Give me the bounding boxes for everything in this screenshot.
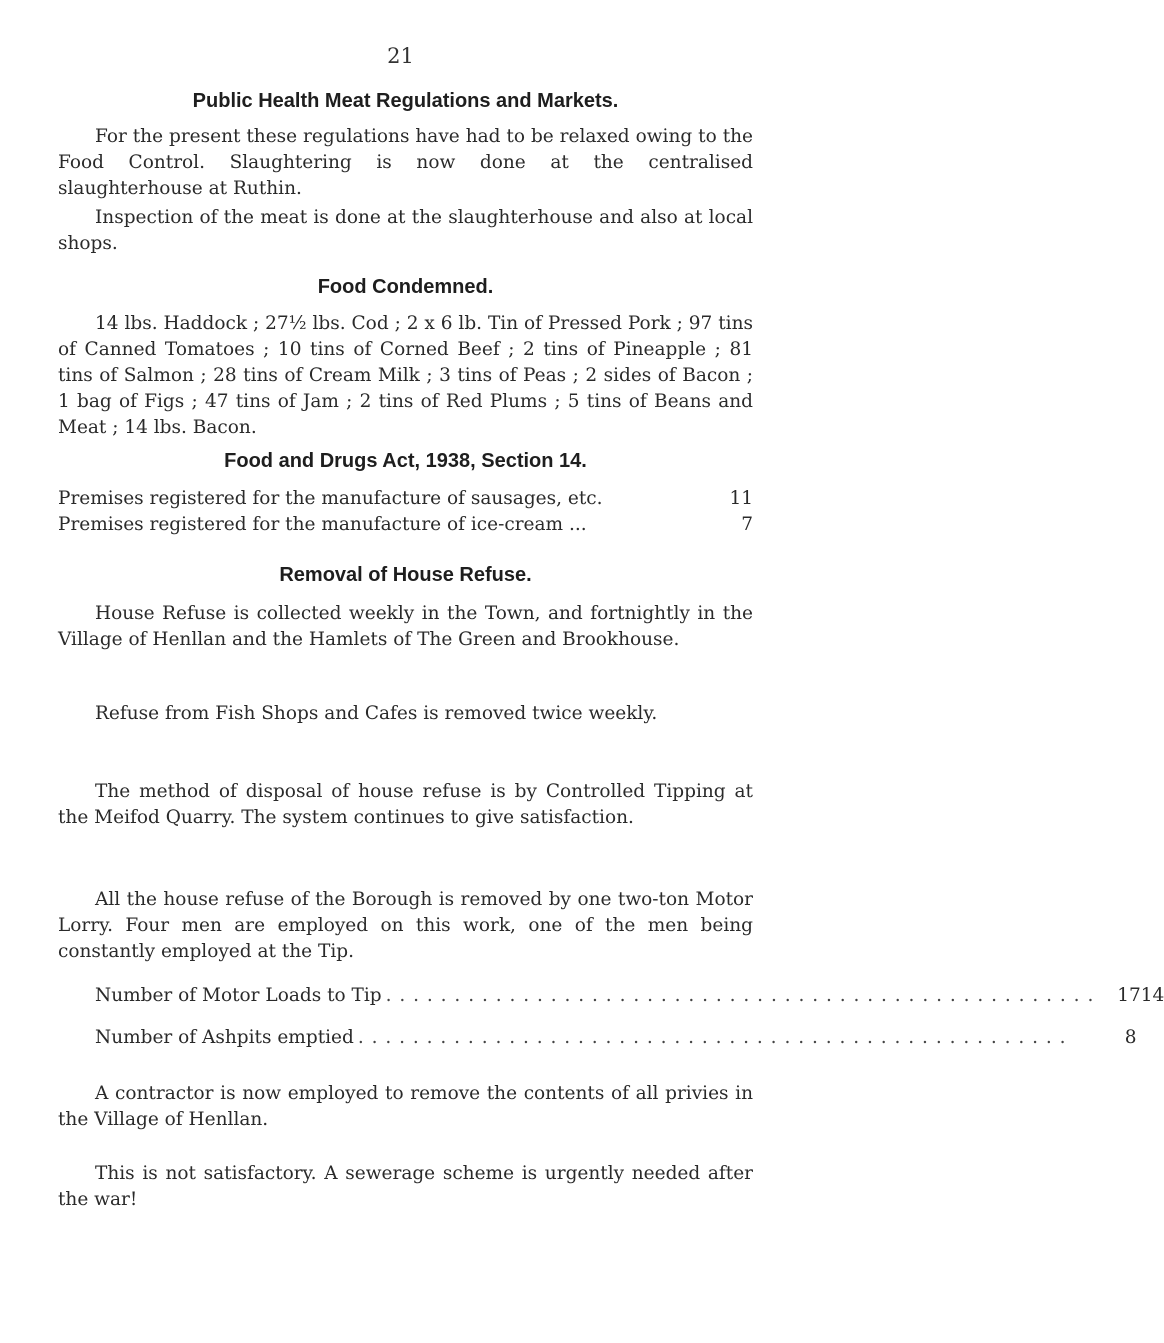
premises-count: 11 [729, 488, 753, 509]
stat-value: 1714 [1117, 985, 1164, 1006]
stat-label: Number of Motor Loads to Tip [95, 985, 382, 1006]
stat-value: 8 [1124, 1027, 1137, 1048]
heading-removal-refuse: Removal of House Refuse. [279, 564, 532, 586]
paragraph-condemned-items: 14 lbs. Haddock ; 27½ lbs. Cod ; 2 x 6 lb. Tin of Pressed Pork ; 97 tins of Canned Tomatoes ; 10 tins of Corned Beef ; 2 tins of Pineapple ; 81 tins of Salmon ; 28 tins of Cream Milk ; 3 tins of Peas ; 2 sides of Bacon ; 1 bag of Figs ; 47 tins of Jam ; 2 tins of Red Plums ; 5 tins of Beans and Meat ; 14 lbs. Bacon. [58, 313, 753, 438]
heading-food-drugs-act: Food and Drugs Act, 1938, Section 14. [224, 450, 587, 472]
premises-list [58, 486, 753, 538]
paragraph-contractor: A contractor is now employed to remove the contents of all privies in the Village of Henllan. [58, 1083, 753, 1130]
paragraph-sewerage-scheme: This is not satisfactory. A sewerage scheme is urgently needed after the war! [58, 1163, 753, 1210]
stat-row-motor-loads: Number of Motor Loads to Tip . . . . . . . . . . . . . . . . . . . . . . . . . . . . . . . . . . . . . . . . . . . . . . . . . . . . 1714 [95, 983, 753, 1009]
refuse-statistics [58, 983, 1164, 1051]
paragraph-refuse-collection: House Refuse is collected weekly in the Town, and fortnightly in the Village of Henllan and the Hamlets of The Green and Brookhouse. [58, 603, 753, 650]
page-number: 21 [387, 44, 414, 68]
paragraph-regulations-relaxed: For the present these regulations have had to be relaxed owing to the Food Control. Slaughtering is now done at the centralised slaughterhouse at Ruthin. [58, 126, 753, 199]
premises-label: Premises registered for the manufacture of ice-cream ... [58, 514, 587, 535]
paragraph-inspection: Inspection of the meat is done at the slaughterhouse and also at local shops. [58, 207, 753, 254]
premises-count: 7 [741, 514, 753, 535]
paragraph-fish-shops: Refuse from Fish Shops and Cafes is removed twice weekly. [95, 703, 658, 724]
premises-row-sausages [58, 486, 753, 512]
premises-label: Premises registered for the manufacture of sausages, etc. [58, 488, 603, 509]
heading-food-condemned: Food Condemned. [317, 276, 494, 298]
stat-label: Number of Ashpits emptied [95, 1027, 354, 1048]
premises-row-ice-cream [58, 512, 753, 538]
paragraph-motor-lorry: All the house refuse of the Borough is removed by one two-ton Motor Lorry. Four men are employed on this work, one of the men being constantly employed at the Tip. [58, 889, 753, 962]
stat-row-ashpits: Number of Ashpits emptied . . . . . . . . . . . . . . . . . . . . . . . . . . . . . . . . . . . . . . . . . . . . . . . . . . . . 8 [95, 1025, 753, 1051]
heading-meat-regulations: Public Health Meat Regulations and Markets. [192, 90, 619, 112]
paragraph-disposal-method: The method of disposal of house refuse is by Controlled Tipping at the Meifod Quarry. The system continues to give satisfaction. [58, 781, 753, 828]
